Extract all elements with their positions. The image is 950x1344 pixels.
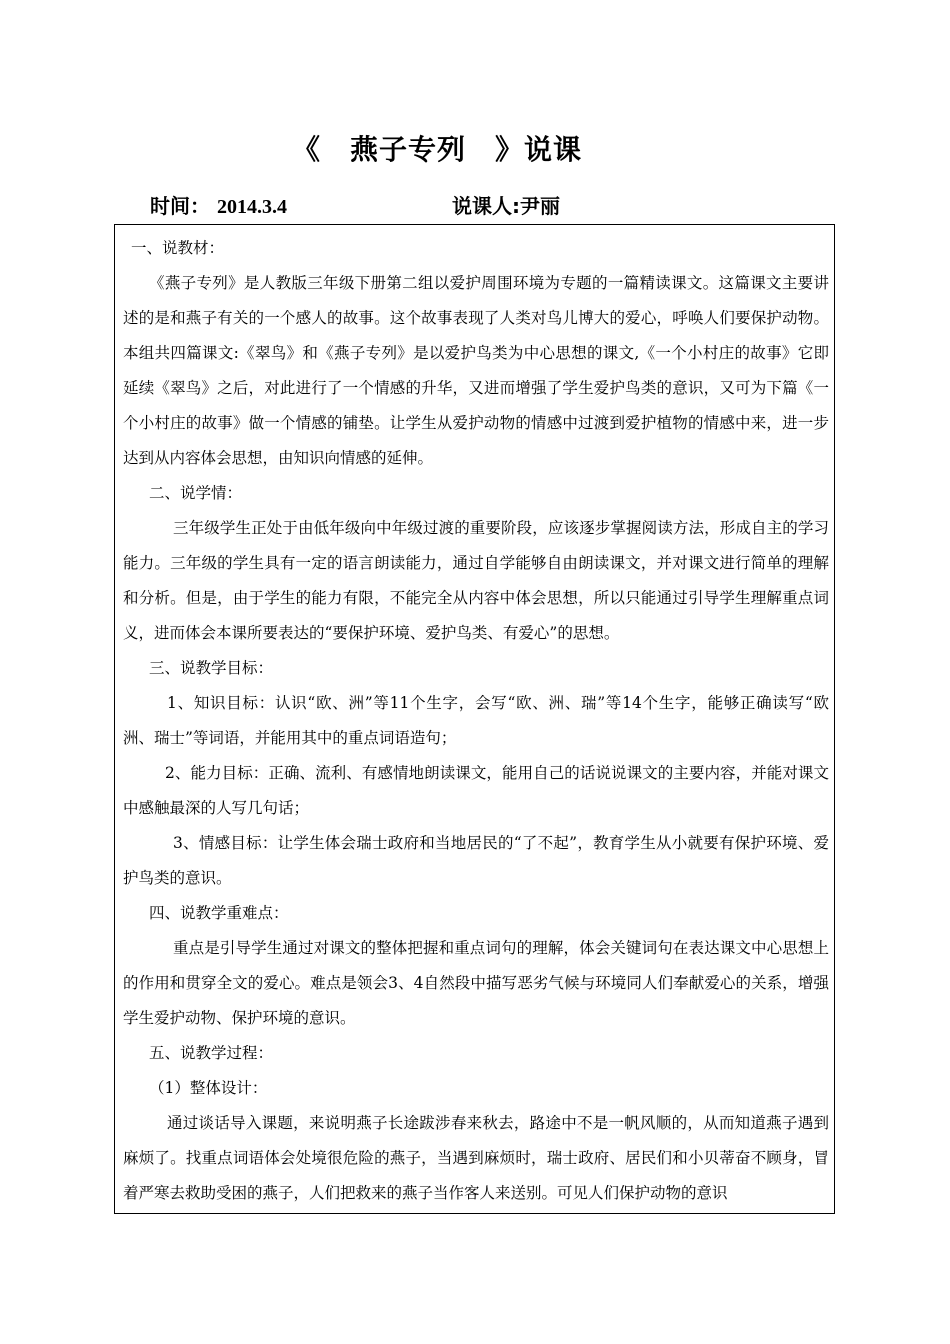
section-heading-keypoints: 四、说教学重难点： bbox=[149, 904, 289, 922]
time-label: 时间： bbox=[150, 194, 210, 218]
content-body bbox=[123, 231, 829, 1211]
paragraph-goal-ability: 2、能力目标：正确、流利、有感情地朗读课文，能用自己的话说说课文的主要内容，并能对课文中感触最深的人写几句话； bbox=[123, 764, 829, 817]
section-heading-textbook: 一、说教材： bbox=[131, 239, 225, 257]
paragraph-overall-design: 通过谈话导入课题，来说明燕子长途跋涉春来秋去，路途中不是一帆风顺的，从而知道燕子遇到麻烦了。找重点词语体会处境很危险的燕子，当遇到麻烦时，瑞士政府、居民们和小贝蒂奋不顾身，冒着严寒去救助受困的燕子，人们把救来的燕子当作客人来送别。可见人们保护动物的意识 bbox=[123, 1114, 829, 1202]
paragraph-textbook: 《燕子专列》是人教版三年级下册第二组以爱护周围环境为专题的一篇精读课文。这篇课文主要讲述的是和燕子有关的一个感人的故事。这个故事表现了人类对鸟儿博大的爱心，呼唤人们要保护动物。本组共四篇课文:《翠鸟》和《燕子专列》是以爱护鸟类为中心思想的课文,《一个小村庄的故事》它即延续《翠鸟》之后，对此进行了一个情感的升华，又进而增强了学生爱护鸟类的意识，又可为下篇《一个小村庄的故事》做一个情感的铺垫。让学生从爱护动物的情感中过渡到爱护植物的情感中来，进一步达到从内容体会思想，由知识向情感的延伸。 bbox=[123, 274, 829, 467]
paragraph-goal-knowledge: 1、知识目标：认识“欧、洲”等11个生字，会写“欧、洲、瑞”等14个生字，能够正确读写“欧洲、瑞士”等词语，并能用其中的重点词语造句； bbox=[123, 694, 829, 747]
section-heading-goals: 三、说教学目标： bbox=[149, 659, 274, 677]
speaker-name: 尹丽 bbox=[520, 194, 560, 218]
time-value: 2014.3.4 bbox=[216, 196, 287, 218]
content-table bbox=[114, 224, 835, 1214]
lecture-speaker bbox=[452, 190, 560, 219]
section-heading-process: 五、说教学过程： bbox=[149, 1044, 274, 1062]
paragraph-students: 三年级学生正处于由低年级向中年级过渡的重要阶段，应该逐步掌握阅读方法，形成自主的学习能力。三年级的学生具有一定的语言朗读能力，通过自学能够自由朗读课文，并对课文进行简单的理解和分析。但是，由于学生的能力有限，不能完全从内容中体会思想，所以只能通过引导学生理解重点词义，进而体会本课所要表达的“要保护环境、爱护鸟类、有爱心”的思想。 bbox=[123, 519, 829, 642]
subheading-overall-design: （1）整体设计： bbox=[149, 1079, 268, 1097]
paragraph-keypoints: 重点是引导学生通过对课文的整体把握和重点词句的理解，体会关键词句在表达课文中心思想上的作用和贯穿全文的爱心。难点是领会3、4自然段中描写恶劣气候与环境同人们奉献爱心的关系，增强学生爱护动物、保护环境的意识。 bbox=[123, 939, 829, 1027]
paragraph-goal-emotion: 3、情感目标：让学生体会瑞士政府和当地居民的“了不起”，教育学生从小就要有保护环境、爱护鸟类的意识。 bbox=[123, 834, 829, 887]
speaker-label: 说课人: bbox=[452, 194, 520, 218]
lecture-time bbox=[150, 190, 287, 219]
section-heading-students: 二、说学情： bbox=[149, 484, 243, 502]
document-title: 《 燕子专列 》说课 bbox=[291, 133, 582, 166]
